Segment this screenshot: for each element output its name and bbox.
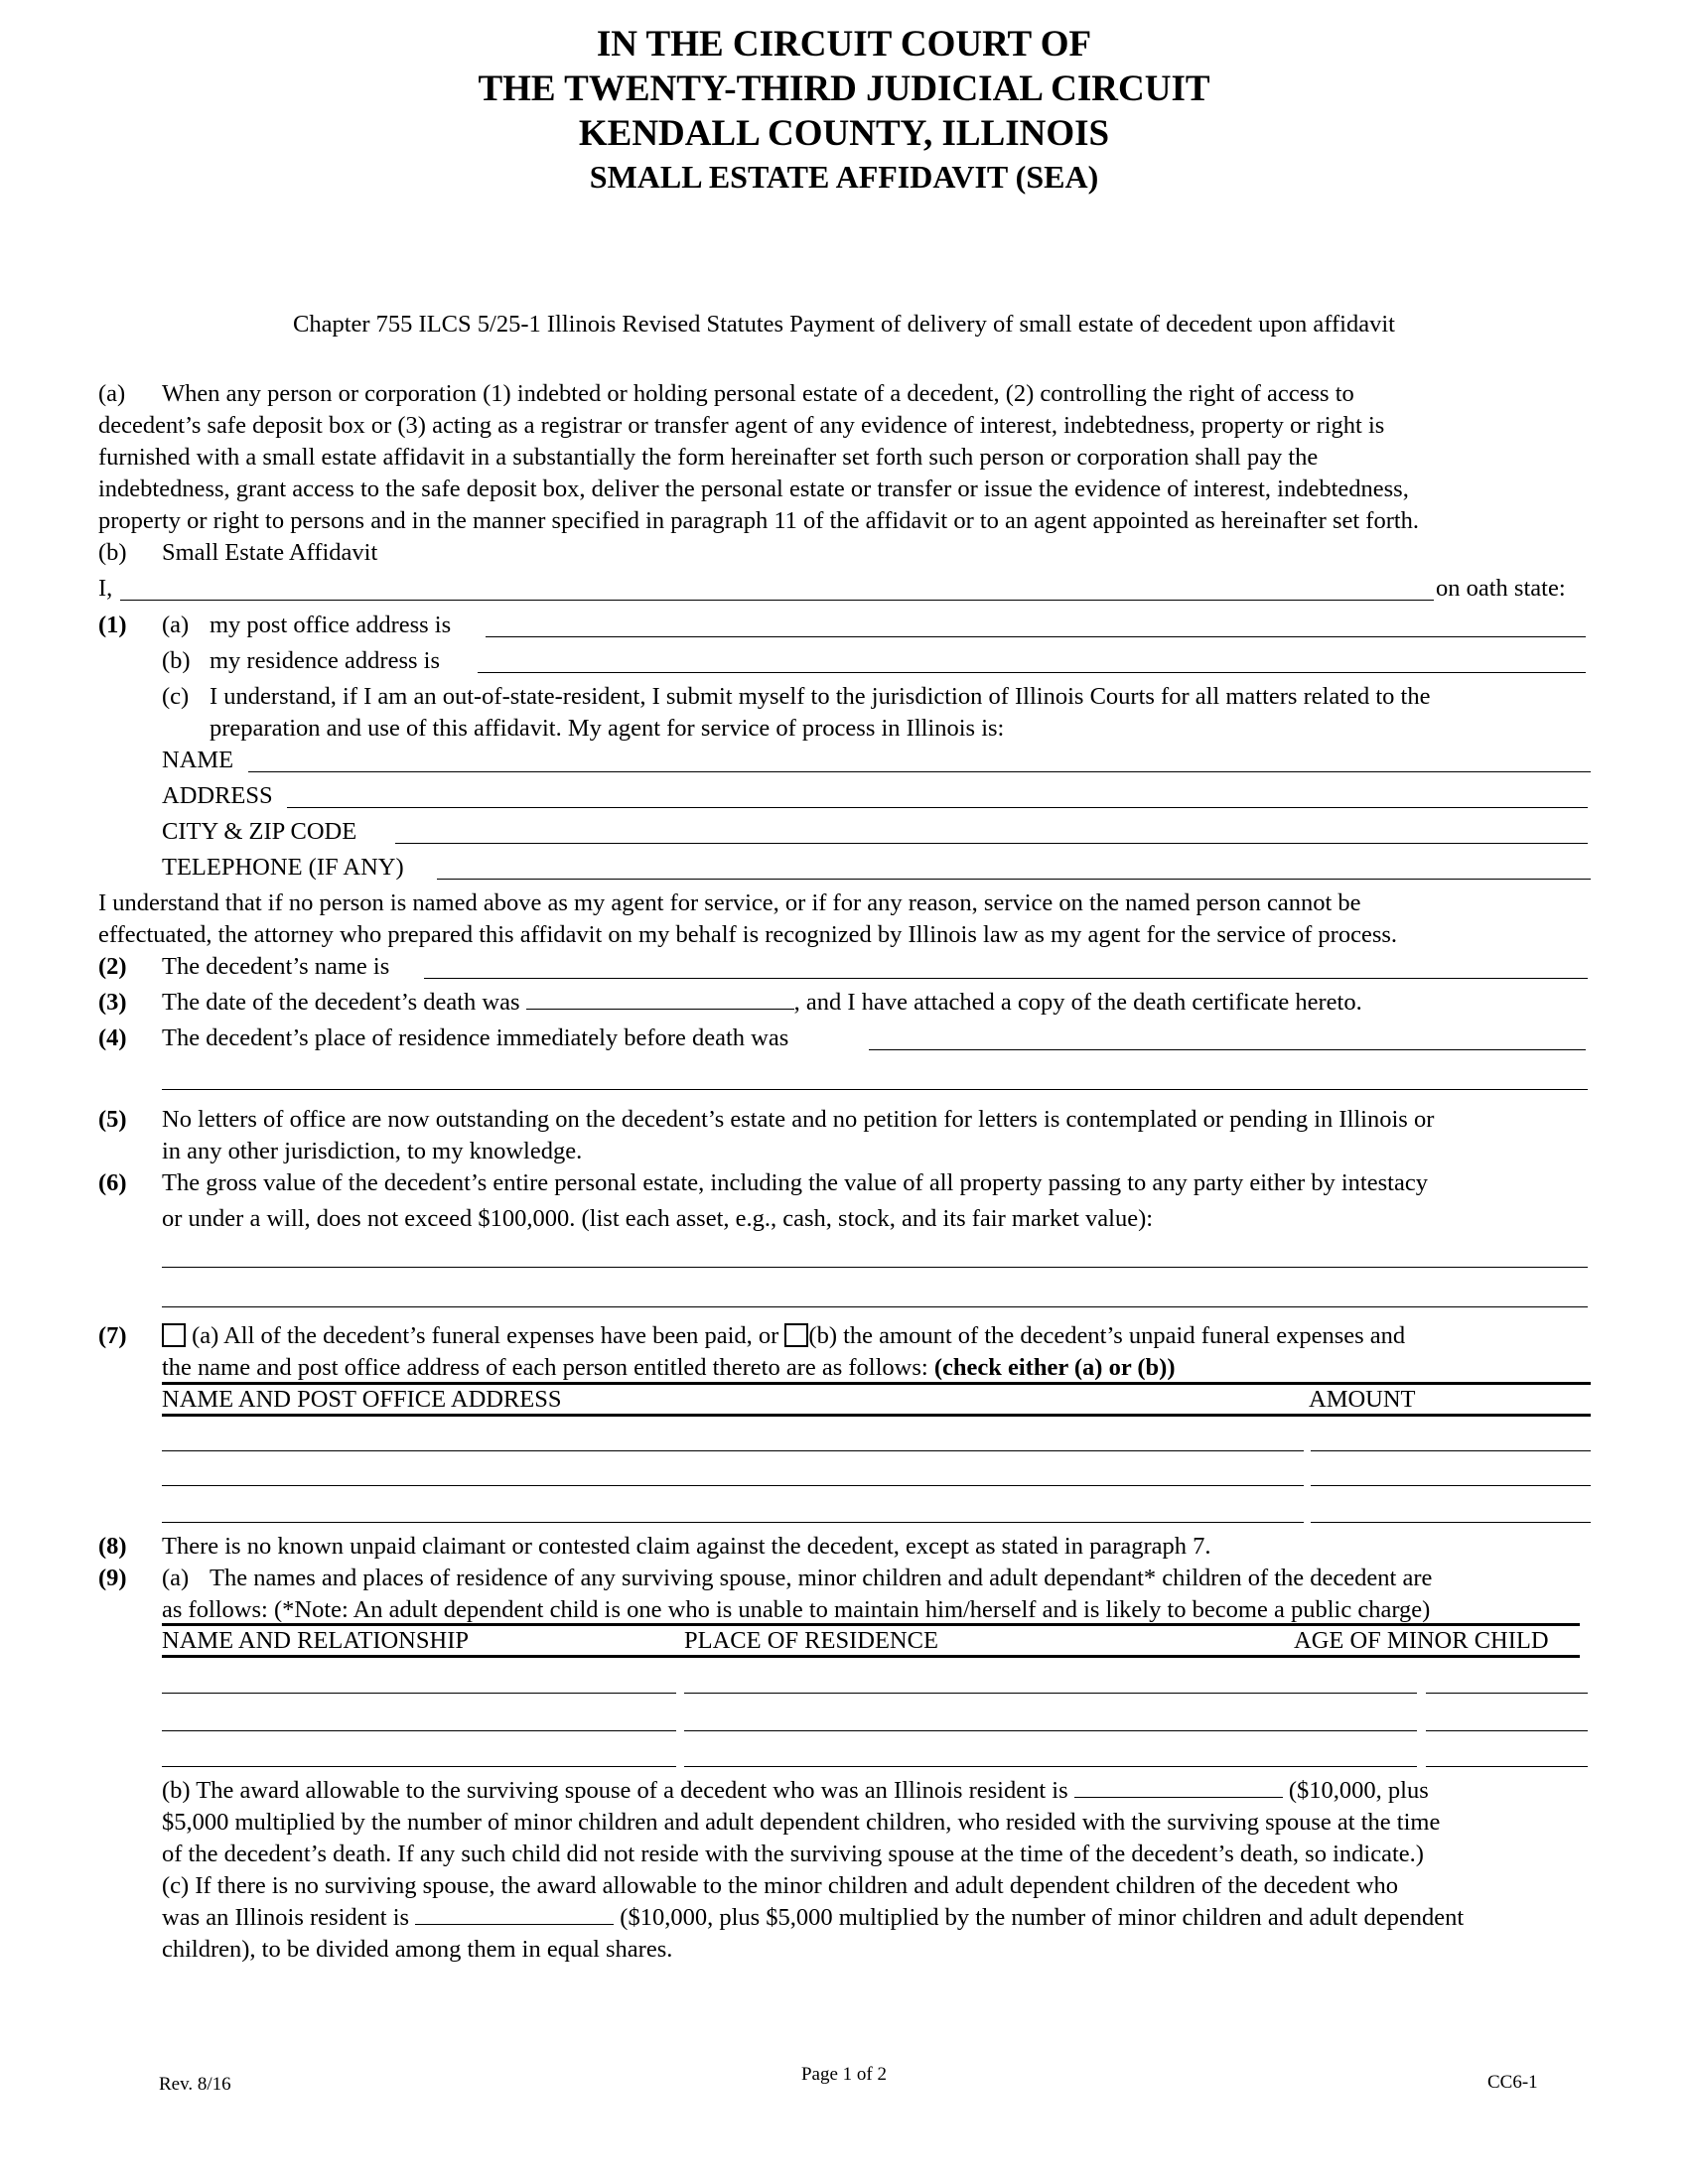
agent-address-label: ADDRESS xyxy=(162,782,273,809)
agent-telephone-field[interactable] xyxy=(437,879,1591,880)
para-a-line: decedent’s safe deposit box or (3) acting as a registrar or transfer agent of any evidence of interest, indebtedness, property or right is xyxy=(98,412,1385,439)
funeral-amount-field[interactable] xyxy=(1311,1522,1591,1523)
death-date-field[interactable] xyxy=(526,987,794,1010)
heir-age-field[interactable] xyxy=(1426,1766,1588,1767)
asset-list-line[interactable] xyxy=(162,1267,1588,1268)
col-place-residence: PLACE OF RESIDENCE xyxy=(684,1627,938,1654)
spouse-award-field[interactable] xyxy=(1074,1775,1283,1798)
item2-text: The decedent’s name is xyxy=(162,953,390,980)
item9a-line2: as follows: (*Note: An adult dependent child is one who is unable to maintain him/herself and is likely to become a public charge) xyxy=(162,1596,1431,1623)
item7-option-b: (b) the amount of the decedent’s unpaid funeral expenses and xyxy=(808,1322,1406,1349)
affiant-name-field[interactable] xyxy=(120,600,1434,601)
item5-line1: No letters of office are now outstanding on the decedent’s estate and no petition for letters is contemplated or pending in Illinois or xyxy=(162,1106,1435,1133)
item1b-text: my residence address is xyxy=(210,647,440,674)
item6-line1: The gross value of the decedent’s entire personal estate, including the value of all property passing to any party either by intestacy xyxy=(162,1169,1428,1196)
agent-note-line1: I understand that if no person is named above as my agent for service, or if for any reason, service on the named person cannot be xyxy=(98,889,1361,916)
item9a-label: (a) xyxy=(162,1565,190,1591)
para-a-line: property or right to persons and in the manner specified in paragraph 11 of the affidavit or to an agent appointed as hereinafter set forth. xyxy=(98,507,1420,534)
funeral-unpaid-checkbox[interactable] xyxy=(784,1323,808,1347)
item7-line1 xyxy=(162,1320,1405,1352)
agent-note-line2: effectuated, the attorney who prepared this affidavit on my behalf is recognized by Illinois law as my agent for the service of process. xyxy=(98,921,1398,948)
item9b-line3: of the decedent’s death. If any such child did not reside with the surviving spouse at the time of the decedent’s death, so indicate.) xyxy=(162,1841,1424,1867)
heir-name-field[interactable] xyxy=(162,1730,676,1731)
item1c-line2: preparation and use of this affidavit. My agent for service of process in Illinois is: xyxy=(210,715,1005,742)
agent-city-label: CITY & ZIP CODE xyxy=(162,818,357,845)
item9b-post: ($10,000, plus xyxy=(1288,1777,1429,1804)
item5-number: (5) xyxy=(98,1106,127,1133)
heir-residence-field[interactable] xyxy=(684,1730,1417,1731)
item7-line2-text: the name and post office address of each person entitled thereto are as follows: xyxy=(162,1354,928,1381)
item6-line2: or under a will, does not exceed $100,000. (list each asset, e.g., cash, stock, and its fair market value): xyxy=(162,1205,1154,1232)
col-name-address: NAME AND POST OFFICE ADDRESS xyxy=(162,1386,562,1413)
funeral-name-field[interactable] xyxy=(162,1450,1304,1451)
item7-option-a: (a) All of the decedent’s funeral expenses have been paid, or xyxy=(192,1322,779,1349)
decedent-residence-field-line2[interactable] xyxy=(162,1089,1588,1090)
oath-prefix: I, xyxy=(98,575,113,602)
item3-text xyxy=(162,987,1362,1019)
item9c-pre: was an Illinois resident is xyxy=(162,1904,410,1931)
funeral-amount-field[interactable] xyxy=(1311,1485,1591,1486)
agent-address-field[interactable] xyxy=(287,807,1588,808)
court-title-line1: IN THE CIRCUIT COURT OF xyxy=(596,24,1092,65)
agent-city-field[interactable] xyxy=(395,843,1588,844)
para-a-label: (a) xyxy=(98,380,126,407)
item9-number: (9) xyxy=(98,1565,127,1591)
decedent-name-field[interactable] xyxy=(424,978,1588,979)
item1c-label: (c) xyxy=(162,683,190,710)
item9c-line3: children), to be divided among them in equal shares. xyxy=(162,1936,673,1963)
heir-name-field[interactable] xyxy=(162,1693,676,1694)
agent-telephone-label: TELEPHONE (IF ANY) xyxy=(162,854,404,881)
item9b-line1 xyxy=(162,1775,1429,1807)
table-rule xyxy=(162,1655,1580,1658)
col-age-minor: AGE OF MINOR CHILD xyxy=(1294,1627,1549,1654)
para-a-line: furnished with a small estate affidavit in a substantially the form hereinafter set forth such person or corporation shall pay the xyxy=(98,444,1319,471)
item7-number: (7) xyxy=(98,1322,127,1349)
item5-line2: in any other jurisdiction, to my knowledge. xyxy=(162,1138,583,1164)
heir-age-field[interactable] xyxy=(1426,1730,1588,1731)
children-award-field[interactable] xyxy=(415,1902,614,1925)
funeral-name-field[interactable] xyxy=(162,1522,1304,1523)
revision-date: Rev. 8/16 xyxy=(159,2074,231,2095)
item9a-line1: The names and places of residence of any surviving spouse, minor children and adult dependant* children of the decedent are xyxy=(210,1565,1433,1591)
heir-residence-field[interactable] xyxy=(684,1766,1417,1767)
item9c-post: ($10,000, plus $5,000 multiplied by the number of minor children and adult dependent xyxy=(620,1904,1465,1931)
item9b-pre: (b) The award allowable to the surviving spouse of a decedent who was an Illinois resident is xyxy=(162,1777,1068,1804)
item9c-line1: (c) If there is no surviving spouse, the award allowable to the minor children and adult dependent children of the decedent who xyxy=(162,1872,1399,1899)
item1c-line1: I understand, if I am an out-of-state-resident, I submit myself to the jurisdiction of Illinois Courts for all matters related to the xyxy=(210,683,1431,710)
item8-text: There is no known unpaid claimant or contested claim against the decedent, except as stated in paragraph 7. xyxy=(162,1533,1211,1560)
item1a-label: (a) xyxy=(162,612,190,638)
heir-name-field[interactable] xyxy=(162,1766,676,1767)
oath-suffix: on oath state: xyxy=(1436,575,1566,602)
asset-list-line[interactable] xyxy=(162,1306,1588,1307)
item4-text: The decedent’s place of residence immediately before death was xyxy=(162,1024,789,1051)
item9b-line2: $5,000 multiplied by the number of minor children and adult dependent children, who resided with the surviving spouse at the time xyxy=(162,1809,1441,1836)
page-number: Page 1 of 2 xyxy=(800,2064,887,2085)
decedent-residence-field[interactable] xyxy=(869,1049,1586,1050)
item9c-line2 xyxy=(162,1902,1464,1934)
item3-number: (3) xyxy=(98,989,127,1016)
col-name-relationship: NAME AND RELATIONSHIP xyxy=(162,1627,469,1654)
para-a-line: indebtedness, grant access to the safe deposit box, deliver the personal estate or transfer or issue the evidence of interest, indebtedness, xyxy=(98,476,1409,502)
para-b-text: Small Estate Affidavit xyxy=(162,539,378,566)
para-a-line: When any person or corporation (1) indebted or holding personal estate of a decedent, (2) controlling the right of access to xyxy=(162,380,1354,407)
form-code: CC6-1 xyxy=(1487,2072,1538,2093)
item6-number: (6) xyxy=(98,1169,127,1196)
funeral-paid-checkbox[interactable] xyxy=(162,1323,186,1347)
residence-address-field[interactable] xyxy=(478,672,1586,673)
col-amount: AMOUNT xyxy=(1309,1386,1416,1413)
form-title: SMALL ESTATE AFFIDAVIT (SEA) xyxy=(589,159,1099,195)
item2-number: (2) xyxy=(98,953,127,980)
post-office-address-field[interactable] xyxy=(486,636,1586,637)
statute-reference: Chapter 755 ILCS 5/25-1 Illinois Revised Statutes Payment of delivery of small estate of decedent upon affidavit xyxy=(293,311,1395,338)
para-b-label: (b) xyxy=(98,539,127,566)
court-title-line2: THE TWENTY-THIRD JUDICIAL CIRCUIT xyxy=(478,68,1210,109)
item1a-text: my post office address is xyxy=(210,612,452,638)
funeral-amount-field[interactable] xyxy=(1311,1450,1591,1451)
item7-line2 xyxy=(162,1352,1175,1384)
item3-pre: The date of the decedent’s death was xyxy=(162,989,520,1016)
funeral-name-field[interactable] xyxy=(162,1485,1304,1486)
item1b-label: (b) xyxy=(162,647,191,674)
table-rule xyxy=(162,1414,1591,1417)
item7-instruction: (check either (a) or (b)) xyxy=(933,1354,1176,1381)
agent-name-field[interactable] xyxy=(248,771,1591,772)
heir-residence-field[interactable] xyxy=(684,1693,1417,1694)
court-title-line3: KENDALL COUNTY, ILLINOIS xyxy=(578,113,1110,154)
item1-number: (1) xyxy=(98,612,127,638)
item3-post: , and I have attached a copy of the death certificate hereto. xyxy=(793,989,1362,1016)
item8-number: (8) xyxy=(98,1533,127,1560)
heir-age-field[interactable] xyxy=(1426,1693,1588,1694)
agent-name-label: NAME xyxy=(162,747,234,773)
item4-number: (4) xyxy=(98,1024,127,1051)
